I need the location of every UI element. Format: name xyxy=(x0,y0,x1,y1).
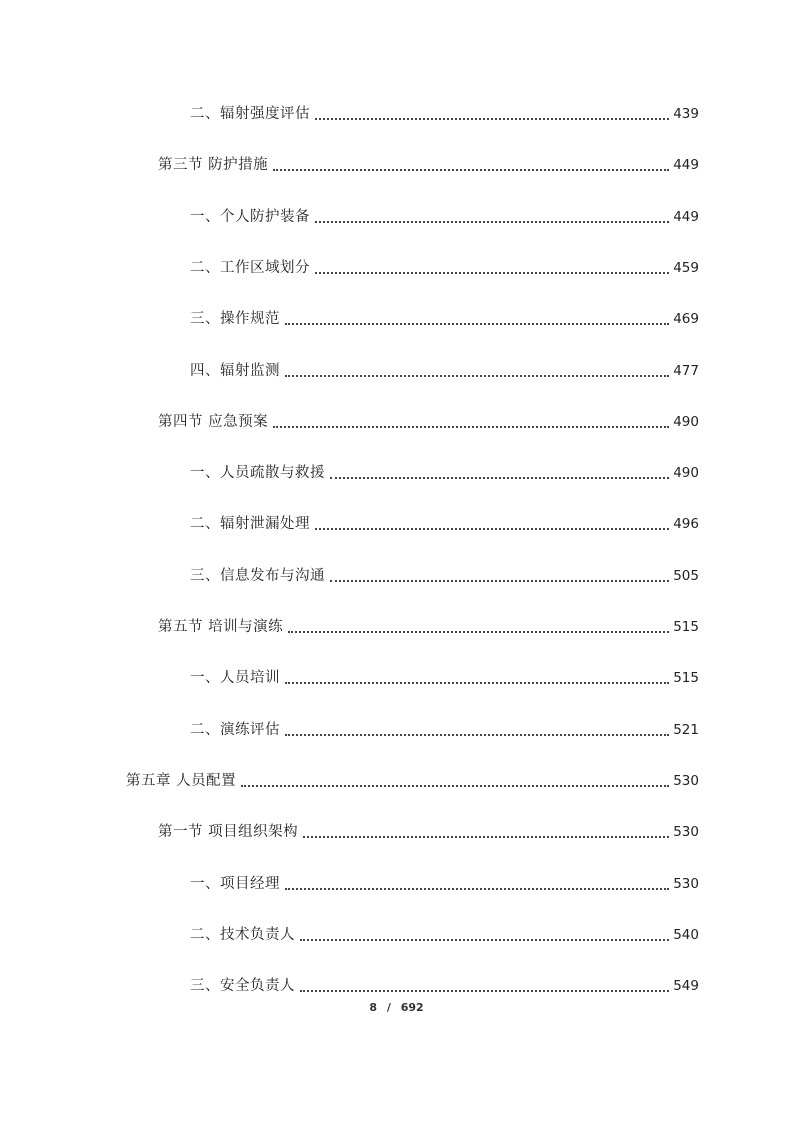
toc-dot-leader xyxy=(303,836,669,838)
toc-page-number: 490 xyxy=(673,414,699,430)
toc-page-number: 530 xyxy=(673,773,699,789)
toc-page-number: 505 xyxy=(673,568,699,584)
toc-entry-title: 一、项目经理 xyxy=(190,876,280,892)
toc-page-number: 439 xyxy=(673,106,699,122)
toc-entry-title: 二、辐射泄漏处理 xyxy=(190,516,310,532)
toc-entry-title: 三、安全负责人 xyxy=(190,978,295,994)
toc-entry-item[interactable] xyxy=(190,873,699,895)
toc-dot-leader xyxy=(285,375,669,377)
toc-dot-leader xyxy=(285,734,669,736)
toc-page-number: 549 xyxy=(673,978,699,994)
toc-page-number: 459 xyxy=(673,260,699,276)
current-page-number: 8 xyxy=(369,1001,377,1014)
toc-dot-leader xyxy=(273,426,669,428)
toc-entry-section[interactable] xyxy=(158,154,699,176)
toc-dot-leader xyxy=(315,528,669,530)
toc-entry-title: 第一节 项目组织架构 xyxy=(158,824,299,840)
toc-entry-title: 一、人员疏散与救援 xyxy=(190,465,325,481)
toc-entry-title: 二、演练评估 xyxy=(190,722,280,738)
toc-entry-item[interactable] xyxy=(190,975,699,997)
toc-entry-item[interactable] xyxy=(190,565,699,587)
toc-entry-item[interactable] xyxy=(190,667,699,689)
toc-page-number: 540 xyxy=(673,927,699,943)
page-separator: / xyxy=(386,1001,391,1014)
toc-page-number: 477 xyxy=(673,363,699,379)
toc-dot-leader xyxy=(330,477,669,479)
toc-entry-chapter[interactable] xyxy=(126,770,699,792)
toc-dot-leader xyxy=(300,939,669,941)
toc-dot-leader xyxy=(241,785,669,787)
toc-entry-item[interactable] xyxy=(190,360,699,382)
toc-page-number: 496 xyxy=(673,516,699,532)
toc-page-number: 449 xyxy=(673,157,699,173)
toc-page-number: 515 xyxy=(673,619,699,635)
page-number-footer xyxy=(0,1001,793,1014)
toc-entry-title: 一、个人防护装备 xyxy=(190,209,310,225)
toc-entry-title: 二、辐射强度评估 xyxy=(190,106,310,122)
toc-dot-leader xyxy=(330,580,669,582)
toc-dot-leader xyxy=(315,118,669,120)
toc-dot-leader xyxy=(273,169,669,171)
toc-entry-title: 二、工作区域划分 xyxy=(190,260,310,276)
toc-entry-item[interactable] xyxy=(190,308,699,330)
toc-entry-item[interactable] xyxy=(190,103,699,125)
toc-entry-section[interactable] xyxy=(158,411,699,433)
toc-page-number: 530 xyxy=(673,876,699,892)
toc-entry-title: 第四节 应急预案 xyxy=(158,414,269,430)
toc-dot-leader xyxy=(288,631,669,633)
toc-page-number: 449 xyxy=(673,209,699,225)
toc-entry-item[interactable] xyxy=(190,924,699,946)
toc-page-number: 521 xyxy=(673,722,699,738)
toc-page-number: 469 xyxy=(673,311,699,327)
toc-entry-item[interactable] xyxy=(190,719,699,741)
toc-dot-leader xyxy=(285,888,669,890)
toc-entry-title: 三、信息发布与沟通 xyxy=(190,568,325,584)
toc-dot-leader xyxy=(315,272,669,274)
toc-dot-leader xyxy=(285,682,669,684)
toc-page-number: 530 xyxy=(673,824,699,840)
toc-entry-title: 第五节 培训与演练 xyxy=(158,619,284,635)
toc-entry-item[interactable] xyxy=(190,206,699,228)
toc-entry-title: 第五章 人员配置 xyxy=(126,773,237,789)
toc-dot-leader xyxy=(285,323,669,325)
toc-entry-item[interactable] xyxy=(190,257,699,279)
toc-dot-leader xyxy=(300,990,669,992)
toc-dot-leader xyxy=(315,221,669,223)
toc-entry-section[interactable] xyxy=(158,821,699,843)
toc-entry-title: 二、技术负责人 xyxy=(190,927,295,943)
toc-entry-item[interactable] xyxy=(190,462,699,484)
toc-page-number: 515 xyxy=(673,670,699,686)
toc-entry-title: 四、辐射监测 xyxy=(190,363,280,379)
toc-entry-title: 第三节 防护措施 xyxy=(158,157,269,173)
toc-entry-title: 三、操作规范 xyxy=(190,311,280,327)
toc-entry-title: 一、人员培训 xyxy=(190,670,280,686)
toc-entry-item[interactable] xyxy=(190,513,699,535)
toc-entry-section[interactable] xyxy=(158,616,699,638)
total-page-count: 692 xyxy=(400,1001,424,1014)
toc-page-number: 490 xyxy=(673,465,699,481)
